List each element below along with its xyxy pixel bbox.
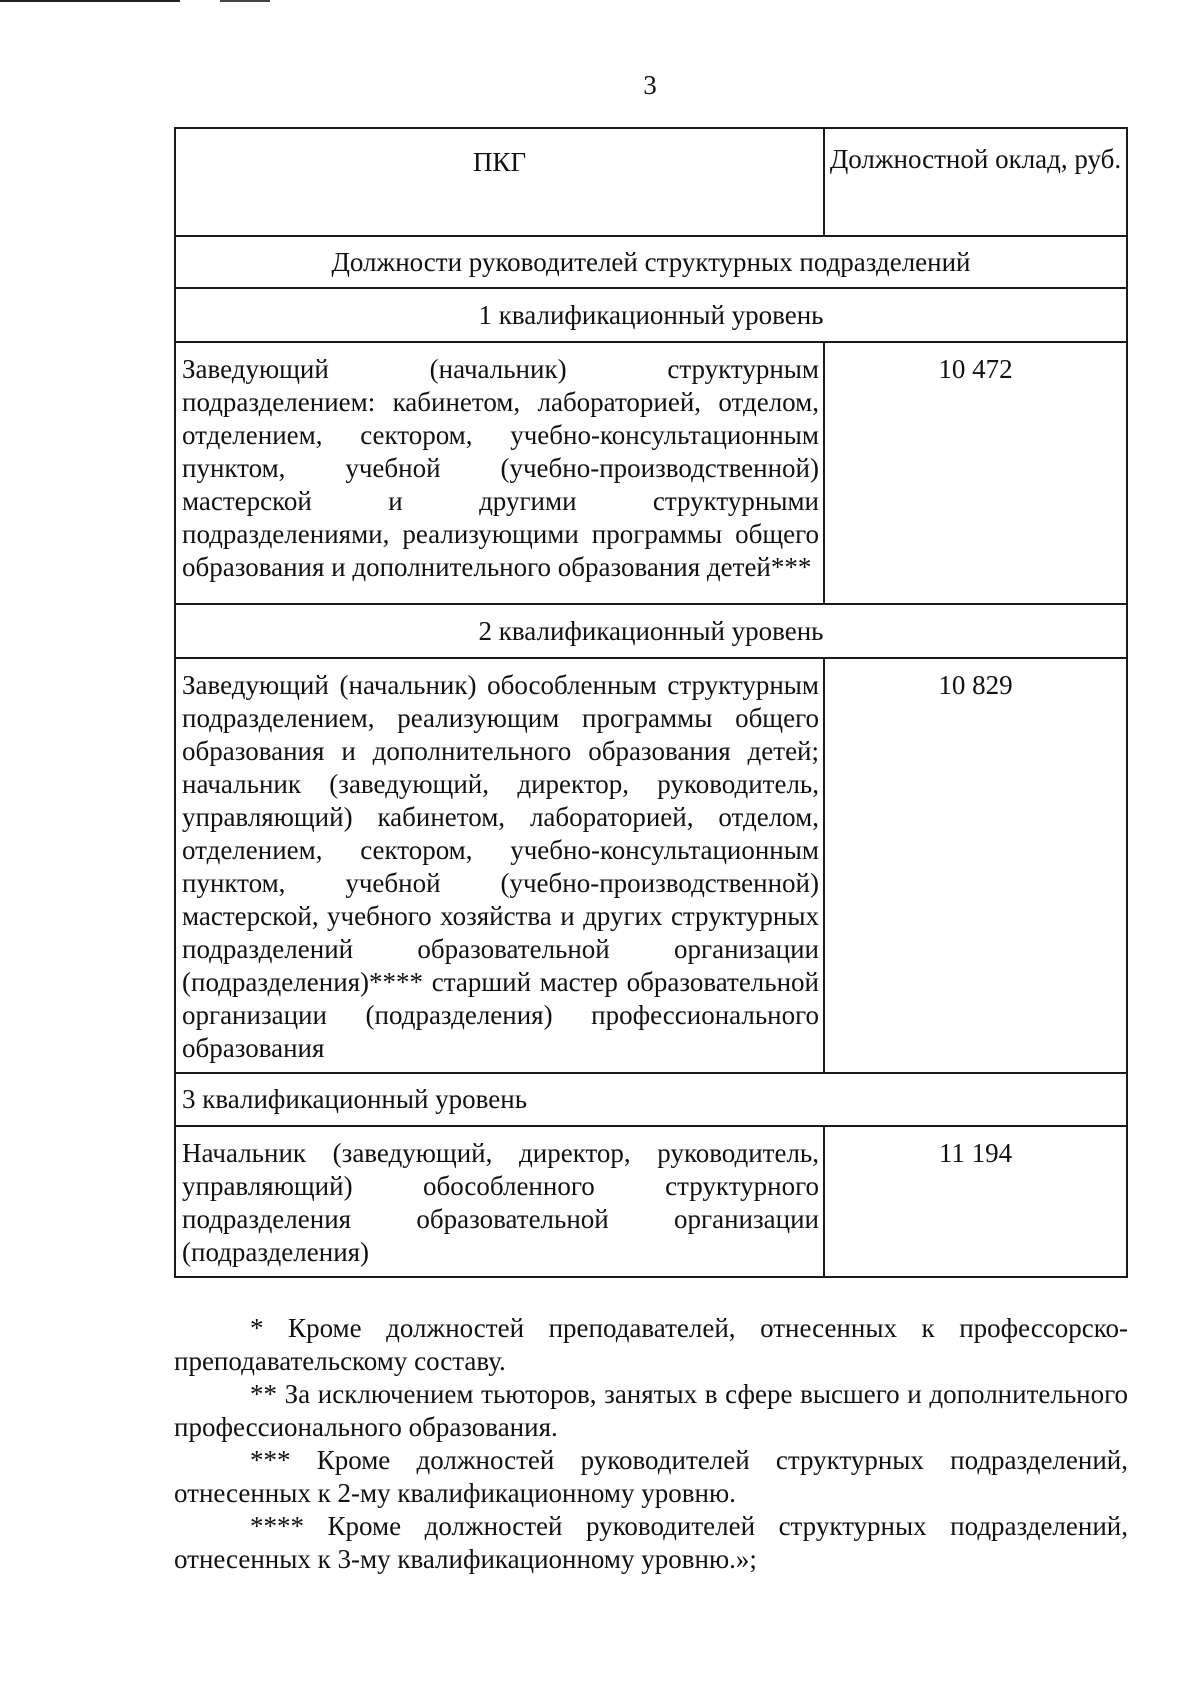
header-salary: Должностной оклад, руб. bbox=[824, 128, 1127, 236]
salary-amount-3: 11 194 bbox=[824, 1126, 1127, 1277]
scan-top-rule bbox=[0, 0, 180, 2]
footnote-4: **** Кроме должностей руководителей структурных подразделений, отнесенных к 3-му квалификационному уровню.»; bbox=[174, 1511, 1128, 1574]
table-row bbox=[175, 1126, 1127, 1277]
level-label-2: 2 квалификационный уровень bbox=[175, 604, 1127, 658]
salary-amount-1: 10 472 bbox=[824, 342, 1127, 604]
footnote-2: ** За исключением тьюторов, занятых в сфере высшего и дополнительного профессионального образования. bbox=[174, 1379, 1128, 1442]
section-title: Должности руководителей структурных подразделений bbox=[175, 236, 1127, 288]
scan-top-rule-fragment bbox=[220, 0, 270, 2]
table-row bbox=[175, 658, 1127, 1073]
level-label-3: 3 квалификационный уровень bbox=[175, 1073, 1127, 1126]
footnote-1: * Кроме должностей преподавателей, отнесенных к профессорско-преподавательскому составу. bbox=[174, 1313, 1128, 1376]
level-row-2 bbox=[175, 604, 1127, 658]
level-row-1 bbox=[175, 288, 1127, 342]
salary-amount-2: 10 829 bbox=[824, 658, 1127, 1073]
position-description-1: Заведующий (начальник) структурным подразделением: кабинетом, лабораторией, отделом, отделением, сектором, учебно-консультационным пунктом, учебной (учебно-производственной) мастерской и другими структурными подразделениями, реализующими программы общего образования и дополнительного образования детей*** bbox=[175, 342, 824, 604]
position-description-2: Заведующий (начальник) обособленным структурным подразделением, реализующим программы общего образования и дополнительного образования детей; начальник (заведующий, директор, руководитель, управляющий) кабинетом, лабораторией, отделом, отделением, сектором, учебно-консультационным пунктом, учебной (учебно-производственной) мастерской, учебного хозяйства и других структурных подразделений образовательной организации (подразделения)**** старший мастер образовательной организации (подразделения) профессионального образования bbox=[175, 658, 824, 1073]
footnote-3: *** Кроме должностей руководителей структурных подразделений, отнесенных к 2-му квалификационному уровню. bbox=[174, 1445, 1128, 1508]
position-description-3: Начальник (заведующий, директор, руководитель, управляющий) обособленного структурного подразделения образовательной организации (подразделения) bbox=[175, 1126, 824, 1277]
footnotes bbox=[174, 1312, 1128, 1576]
section-row bbox=[175, 236, 1127, 288]
salary-table bbox=[174, 127, 1128, 1278]
table-header-row bbox=[175, 128, 1127, 236]
table-row bbox=[175, 342, 1127, 604]
level-row-3 bbox=[175, 1073, 1127, 1126]
level-label-1: 1 квалификационный уровень bbox=[175, 288, 1127, 342]
page-number: 3 bbox=[643, 70, 657, 100]
header-pkg: ПКГ bbox=[175, 128, 824, 236]
